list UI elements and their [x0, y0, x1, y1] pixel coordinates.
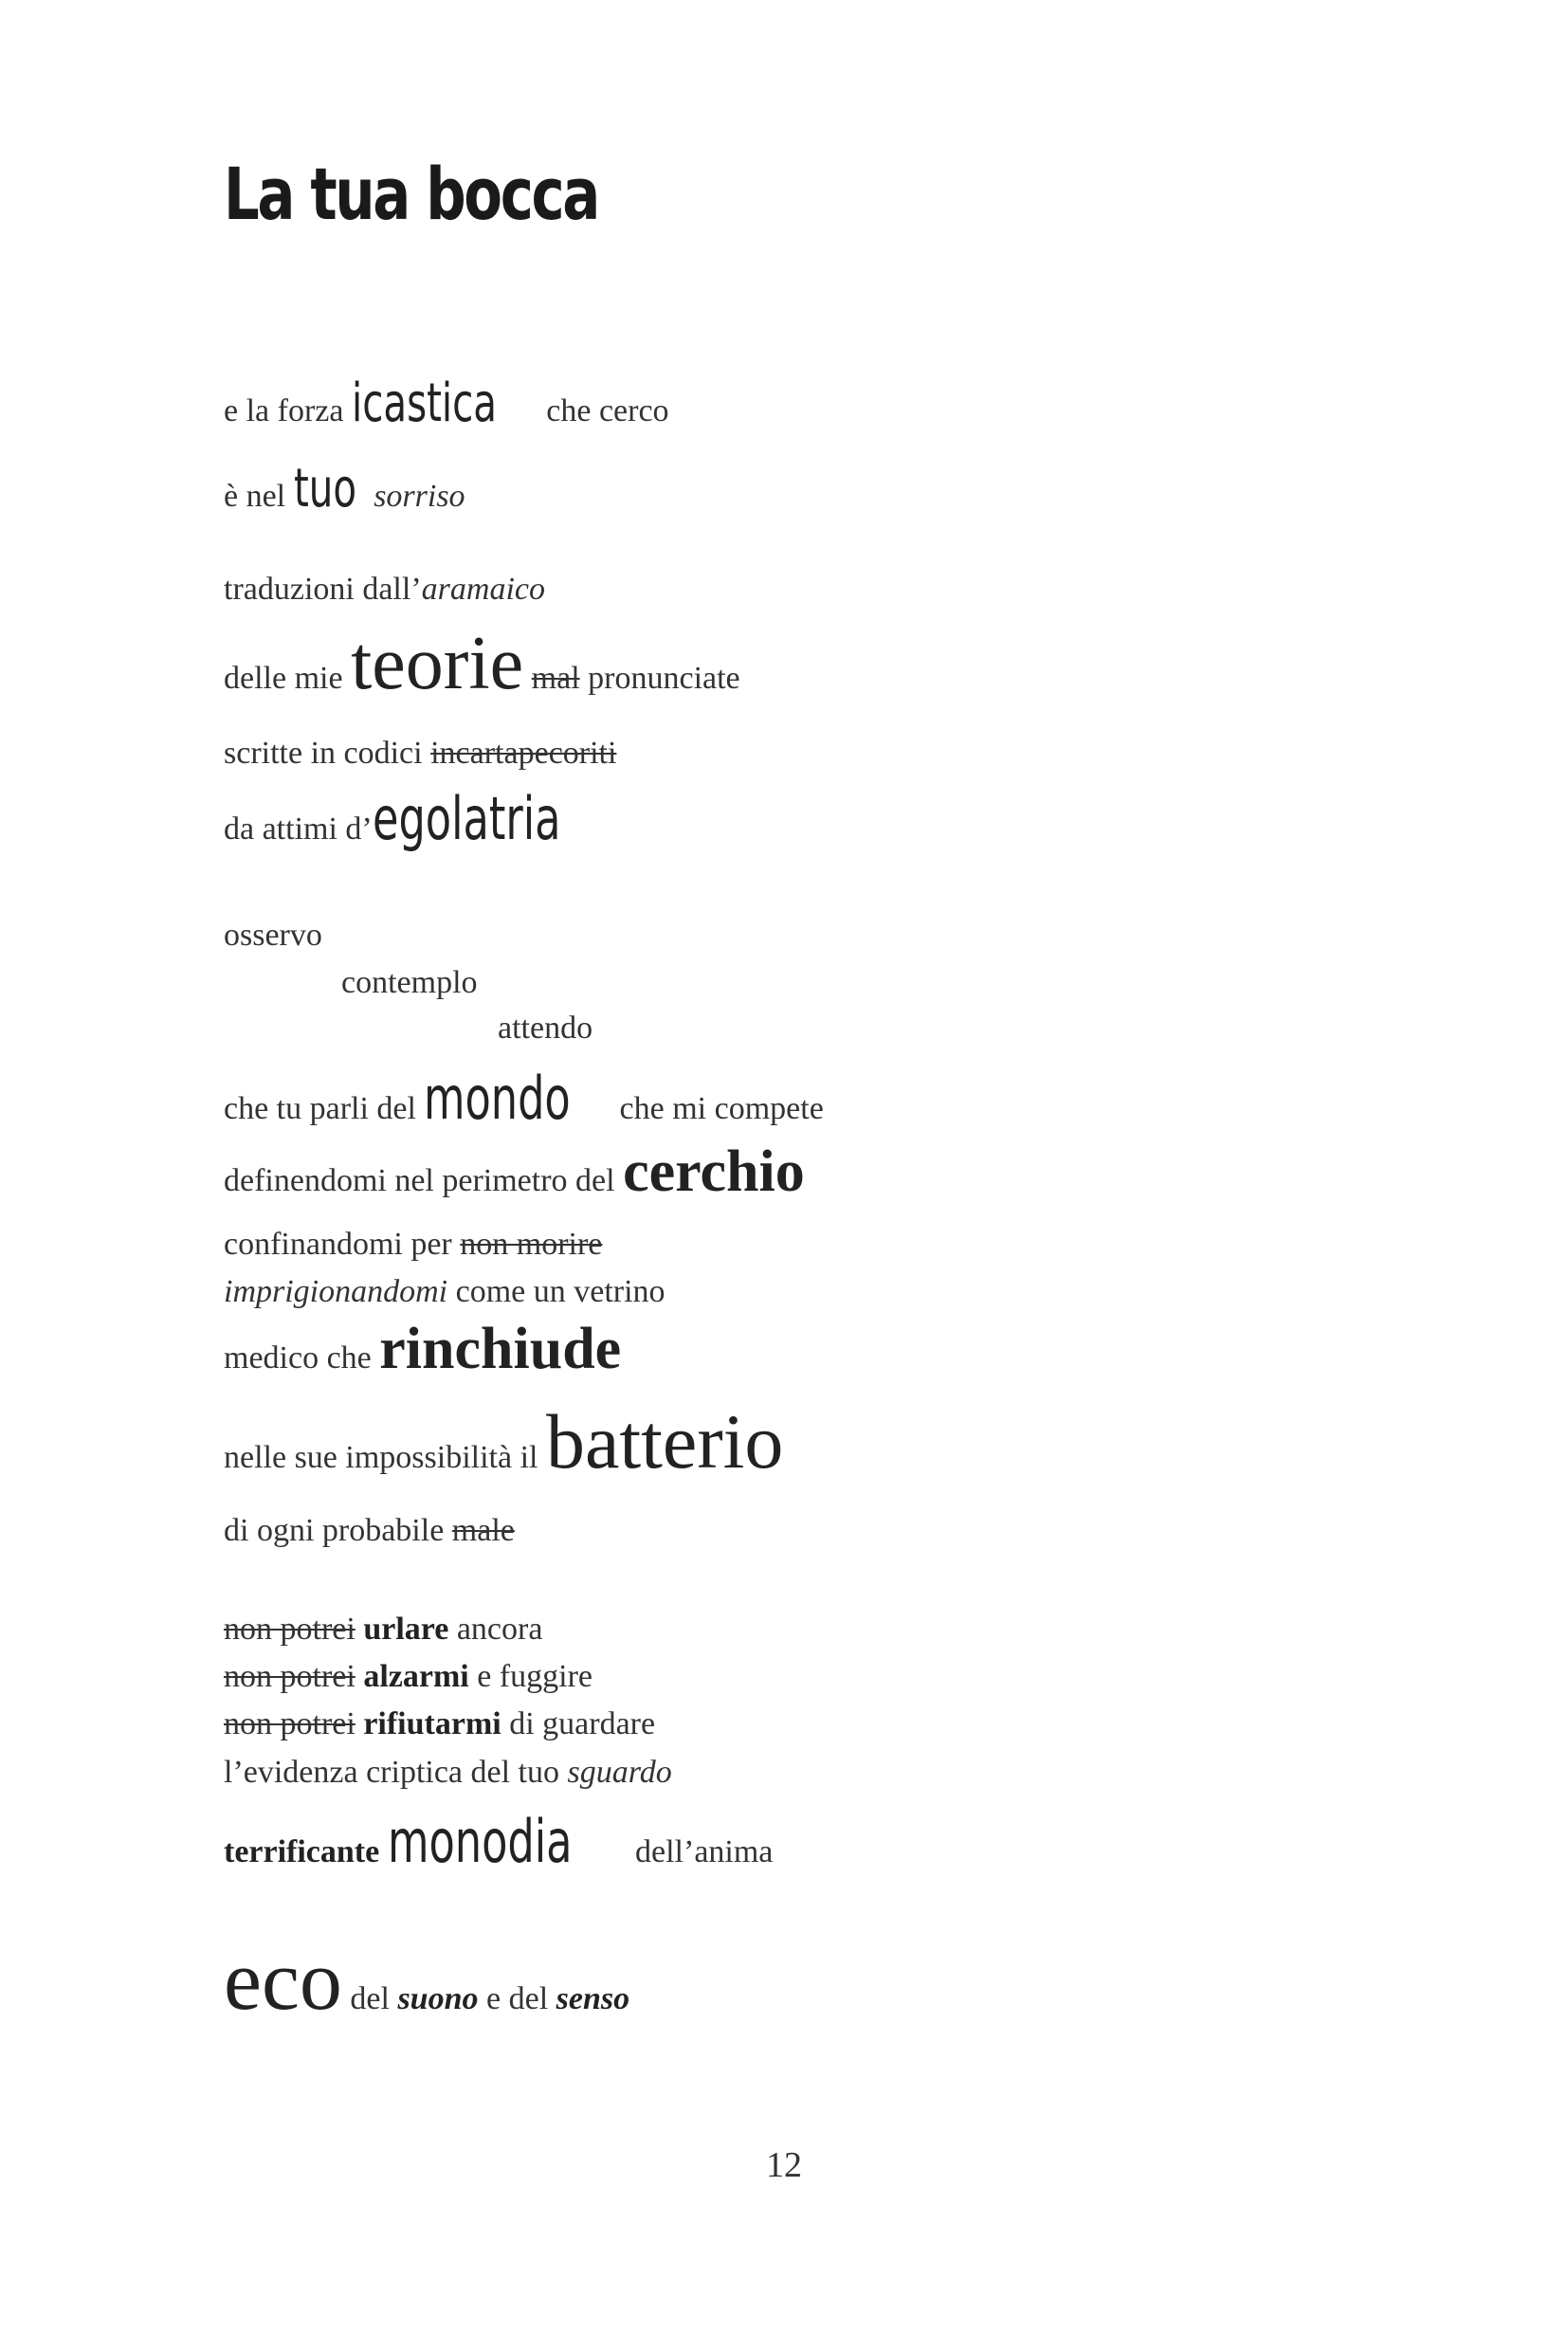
- poem-line-17: [224, 1613, 542, 1646]
- page-number: 12: [766, 2145, 802, 2185]
- poem-line-18: [224, 1661, 593, 1693]
- text: nelle sue impossibilità il: [224, 1440, 546, 1475]
- text: del: [341, 1981, 398, 2016]
- text: che mi compete: [611, 1091, 824, 1126]
- text: medico che: [224, 1340, 380, 1376]
- poem-line-11: [224, 1139, 805, 1204]
- struck-word: male: [451, 1513, 515, 1548]
- text: definendomi nel perimetro del: [224, 1163, 624, 1198]
- emphasis-word: monodia: [387, 1807, 573, 1876]
- bold-word: alzarmi: [355, 1659, 469, 1694]
- poem-line-9: attendo: [498, 1011, 593, 1046]
- poem-line-15: [224, 1398, 784, 1485]
- text: che tu parli del: [224, 1091, 425, 1126]
- poem-line-19: [224, 1708, 655, 1740]
- text: come un vetrino: [447, 1274, 665, 1309]
- italic-word: imprigionandomi: [224, 1274, 448, 1309]
- text: da attimi d’: [224, 811, 373, 847]
- text: e del: [478, 1981, 556, 2016]
- poem-line-6: [224, 784, 617, 853]
- text: l’evidenza criptica del tuo: [224, 1755, 568, 1790]
- text: che cerco: [538, 393, 669, 428]
- italic-word: senso: [556, 1981, 630, 2016]
- poem-line-21: [224, 1807, 774, 1876]
- text: e la forza: [224, 393, 352, 428]
- italic-word: sguardo: [567, 1755, 672, 1790]
- poem-line-8: contemplo: [341, 965, 478, 1000]
- italic-word: sorriso: [365, 479, 465, 514]
- large-word: batterio: [545, 1398, 784, 1485]
- poem-line-3: [224, 574, 545, 606]
- poem-line-14: [224, 1317, 622, 1381]
- poem-line-13: [224, 1276, 665, 1308]
- italic-word: suono: [397, 1981, 479, 2016]
- large-word: teorie: [351, 622, 524, 705]
- poem-line-2: [224, 458, 465, 519]
- bold-word: rinchiude: [379, 1317, 622, 1381]
- struck-word: non potrei: [224, 1612, 356, 1647]
- text: ancora: [448, 1612, 543, 1647]
- poem-line-7: osservo: [224, 918, 322, 953]
- struck-word: mal: [531, 661, 580, 696]
- bold-word: rifiutarmi: [355, 1706, 501, 1741]
- italic-word: aramaico: [421, 572, 545, 607]
- bold-word: cerchio: [623, 1139, 805, 1204]
- text: di guardare: [501, 1706, 656, 1741]
- poem-line-12: [224, 1229, 602, 1261]
- poem-line-4: [224, 622, 740, 705]
- struck-word: incartapecoriti: [430, 736, 617, 771]
- bold-word: urlare: [355, 1612, 449, 1647]
- poem-title: La tua bocca: [224, 152, 598, 236]
- bold-word: terrificante: [224, 1834, 388, 1869]
- text: delle mie: [224, 661, 352, 696]
- poem-line-5: [224, 738, 616, 770]
- text: pronunciate: [579, 661, 740, 696]
- large-word: eco: [224, 1934, 342, 2028]
- poem-line-16: [224, 1515, 515, 1547]
- text: di ogni probabile: [224, 1513, 452, 1548]
- poem-line-1: [224, 373, 669, 434]
- emphasis-word: egolatria: [372, 784, 561, 853]
- emphasis-word: mondo: [424, 1064, 572, 1133]
- struck-word: non potrei: [224, 1659, 356, 1694]
- text: scritte in codici: [224, 736, 431, 771]
- poem-line-20: [224, 1757, 672, 1789]
- emphasis-word: icastica: [351, 373, 497, 434]
- struck-word: non morire: [460, 1227, 603, 1262]
- emphasis-word: tuo: [293, 458, 356, 519]
- text: dell’anima: [627, 1834, 774, 1869]
- poem-line-22: [224, 1934, 630, 2028]
- poem-line-10: [224, 1064, 824, 1133]
- text: è nel: [224, 479, 294, 514]
- text: confinandomi per: [224, 1227, 461, 1262]
- struck-word: non potrei: [224, 1706, 356, 1741]
- text: e fuggire: [468, 1659, 593, 1694]
- text: traduzioni dall’: [224, 572, 422, 607]
